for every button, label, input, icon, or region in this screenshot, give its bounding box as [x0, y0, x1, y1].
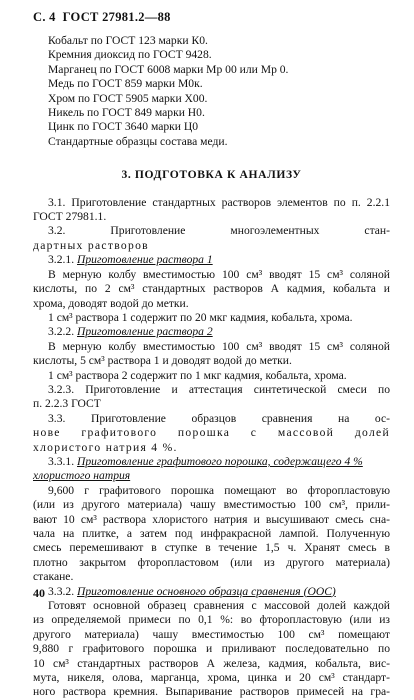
paragraph-line: хрома, доводят водой до метки.: [33, 296, 189, 310]
paragraph-line: 9,600 г графитового порошка помещают во фторопластовую: [48, 483, 390, 497]
list-item: Кремния диоксид по ГОСТ 9428.: [48, 48, 212, 62]
subsection-heading: [33, 455, 390, 469]
header-standard: ГОСТ 27981.2—88: [62, 10, 171, 24]
paragraph-line: кислоты, по 2 см³ стандартных растворов А кадмия, кобальта и: [33, 282, 390, 296]
paragraph-line: 10 см³ стандартных растворов А железа, кадмия, кобальта, вис-: [33, 656, 390, 670]
list-item: Кобальт по ГОСТ 123 марки К0.: [48, 34, 208, 47]
paragraph-line: Готовят основной образец сравнения с массовой долей каждой: [48, 599, 390, 613]
list-item: Марганец по ГОСТ 6008 марки Мр 00 или Мр 0.: [48, 62, 289, 76]
paragraph-line: ного раствора кремния. Выпаривание растворов примесей на гра-: [33, 685, 390, 699]
paragraph-line: 3.2.3. Приготовление и аттестация синтетической смеси по: [48, 382, 390, 396]
paragraph-line: (или из другого материала) чашу вместимостью 100 см³, прили-: [33, 498, 390, 512]
paragraph-line: 3.1. Приготовление стандартных растворов элементов по п. 2.2.1: [48, 195, 390, 209]
list-item: Цинк по ГОСТ 3640 марки Ц0: [48, 120, 199, 134]
paragraph-line: хлористого натрия 4 %.: [33, 440, 178, 454]
paragraph-line: дартных растворов: [33, 238, 149, 252]
page-header: [33, 10, 171, 25]
section-title: 3. ПОДГОТОВКА К АНАЛИЗУ: [121, 168, 302, 182]
subsection-heading: [33, 585, 390, 599]
document-body: [33, 34, 390, 700]
paragraph-line: 3.2. Приготовление многоэлементных стан-: [48, 224, 390, 238]
subsection-title: Приготовление основного образца сравнения (ООС): [77, 584, 336, 598]
paragraph-line: 1 см³ раствора 1 содержит по 20 мкг кадмия, кобальта, хрома.: [48, 310, 353, 324]
header-page-no: С. 4: [33, 10, 56, 24]
materials-list: [33, 34, 390, 149]
list-item: Хром по ГОСТ 5905 марки Х00.: [48, 91, 208, 105]
subsection-number: 3.3.2.: [48, 584, 75, 598]
subsection-title: Приготовление раствора 2: [77, 325, 213, 339]
subsection-heading: [33, 325, 390, 339]
list-item: Медь по ГОСТ 859 марки М0к.: [48, 77, 203, 91]
paragraph-line: другого материала) чашу вместимостью 100 см³ помещают: [33, 627, 390, 641]
paragraph-line: 1 см³ раствора 2 содержит по 1 мкг кадмия, кобальта, хрома.: [48, 368, 347, 382]
list-item: Стандартные образцы состава меди.: [48, 134, 228, 148]
paragraph-line: кислоты, 5 см³ раствора 1 и доводят водой до метки.: [33, 354, 292, 368]
paragraph-line: В мерную колбу вместимостью 100 см³ вводят 15 см³ соляной: [48, 339, 390, 353]
subsection-number: 3.2.2.: [48, 325, 75, 339]
paragraph-line: вают 10 см³ раствора хлористого натрия и высушивают смесь сна-: [33, 512, 390, 526]
paragraph-line: чала на плитке, а затем под инфракрасной лампой. Полученную: [33, 527, 390, 540]
paragraph-line: 3.3. Приготовление образцов сравнения на ос-: [48, 411, 390, 425]
paragraph-line: стакане.: [33, 570, 74, 584]
subsection-title: Приготовление графитового порошка, содержащего 4 %: [77, 454, 363, 468]
paragraph-line: нове графитового порошка с массовой долей: [33, 426, 390, 440]
subsection-title: хлористого натрия: [33, 469, 131, 483]
subsection-number: 3.2.1.: [48, 253, 75, 267]
subsection-heading: [33, 253, 390, 267]
subsection-number: 3.3.1.: [48, 454, 75, 468]
paragraph-line: ГОСТ 27981.1.: [33, 210, 107, 224]
paragraph-line: В мерную колбу вместимостью 100 см³ вводят 15 см³ соляной: [48, 267, 390, 281]
list-item: Никель по ГОСТ 849 марки Н0.: [48, 106, 205, 120]
subsection-title: Приготовление раствора 1: [77, 253, 213, 267]
paragraph-line: смесь перемешивают в ступке в течение 1,5 ч. Хранят смесь в: [33, 541, 390, 555]
subsection-title-continued: [33, 469, 390, 483]
paragraph-line: мута, никеля, олова, марганца, хрома, цинка и 20 см³ стандарт-: [33, 671, 390, 685]
paragraph-line: 9,880 г графитового порошка и приливают последовательно по: [33, 642, 390, 656]
paragraph-line: п. 2.2.3 ГОСТ: [33, 397, 101, 411]
page-number: 40: [33, 586, 45, 600]
paragraph-line: из определяемой примеси по 0,1 %: во фторопластовую (или из: [33, 613, 390, 627]
paragraph-line: плотно закрытом фторопластовом (или из другого материала): [33, 555, 390, 569]
